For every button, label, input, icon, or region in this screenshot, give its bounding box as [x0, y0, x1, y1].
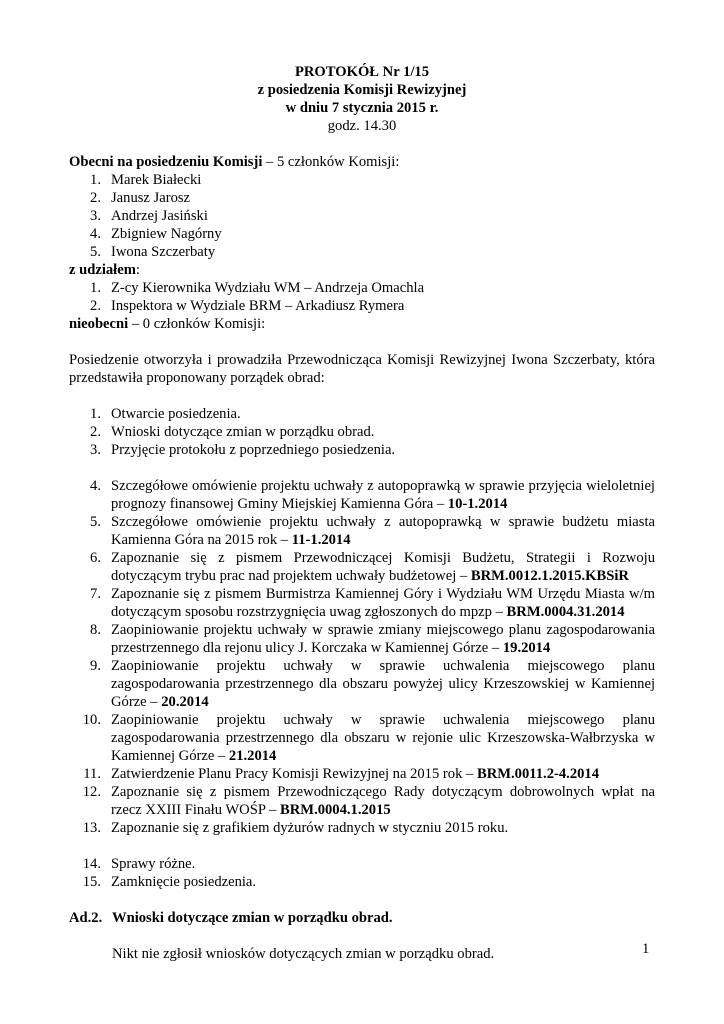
list-number: 1. [90, 280, 101, 296]
member-item [69, 207, 655, 225]
ad2-text: Nikt nie zgłosił wniosków dotyczących zmian w porządku obrad. [112, 946, 495, 962]
agenda-item [69, 441, 655, 459]
list-text: Przyjęcie protokołu z poprzedniego posiedzenia. [111, 442, 396, 458]
page-number: 1 [642, 941, 650, 957]
list-text: Zapoznanie się z pismem Przewodniczącej Komisji Budżetu, Strategii i Rozwoju dotyczącym trybu prac nad projektem uchwały budżetowej – [111, 550, 655, 584]
meeting-time: godz. 14.30 [327, 118, 397, 134]
list-number: 4. [90, 226, 101, 242]
member-item [69, 225, 655, 243]
agenda-item [69, 855, 655, 873]
list-text: Janusz Jarosz [111, 190, 191, 206]
list-text: Wnioski dotyczące zmian w porządku obrad. [111, 424, 375, 440]
list-text: Zapoznanie się z pismem Przewodniczącego Rady dotyczącym dobrowolnych wpłat na rzecz XXIII Finału WOŚP – [111, 784, 655, 818]
agenda-item [69, 657, 655, 711]
list-number: 11. [83, 766, 101, 782]
list-number: 2. [90, 424, 101, 440]
document-subtitle: z posiedzenia Komisji Rewizyjnej [257, 82, 467, 98]
list-number: 7. [90, 586, 101, 602]
list-text: Z-cy Kierownika Wydziału WM – Andrzeja Omachla [111, 280, 425, 296]
document-reference: BRM.0004.1.2015 [280, 802, 391, 818]
document-reference: BRM.0004.31.2014 [506, 604, 625, 620]
absent-text: – 0 członków Komisji: [128, 316, 266, 332]
guests-colon: : [135, 262, 140, 278]
agenda-item [69, 405, 655, 423]
guest-item [69, 297, 655, 315]
list-number: 4. [90, 478, 101, 494]
list-text: Andrzej Jasiński [111, 208, 208, 224]
members-list [69, 171, 655, 261]
list-number: 2. [90, 298, 101, 314]
agenda-item [69, 477, 655, 513]
list-text: Zaopiniowanie projektu uchwały w sprawie uchwalenia miejscowego planu zagospodarowania przestrzennego dla obszaru w rejonie ulic Krzeszowska-Wałbrzyska w Kamiennej Górze – [111, 712, 655, 764]
guest-item [69, 279, 655, 297]
document-reference: 11-1.2014 [291, 532, 351, 548]
list-number: 1. [90, 406, 101, 422]
list-number: 6. [90, 550, 101, 566]
list-text: Zatwierdzenie Planu Pracy Komisji Rewizyjnej na 2015 rok – [111, 766, 477, 782]
list-text: Zaopiniowanie projektu uchwały w sprawie uchwalenia miejscowego planu zagospodarowania przestrzennego dla obszaru powyżej ulicy Krzeszowskiej w Kamiennej Górze – [111, 658, 655, 710]
agenda-item [69, 711, 655, 765]
list-number: 13. [82, 820, 101, 836]
document-reference: BRM.0011.2-4.2014 [476, 766, 600, 782]
list-text: Marek Białecki [111, 172, 202, 188]
list-text: Sprawy różne. [111, 856, 196, 872]
list-number: 2. [90, 190, 101, 206]
list-number: 12. [82, 784, 101, 800]
member-item [69, 243, 655, 261]
present-line [69, 153, 655, 171]
guests-label: z udziałem [69, 262, 136, 278]
list-number: 5. [90, 514, 101, 530]
member-item [69, 189, 655, 207]
agenda-item [69, 585, 655, 621]
intro-paragraph: Posiedzenie otworzyła i prowadziła Przewodnicząca Komisji Rewizyjnej Iwona Szczerbaty, która przedstawiła proponowany porządek obrad: [69, 352, 655, 386]
guests-list [69, 279, 655, 315]
document-reference: 10-1.2014 [447, 496, 508, 512]
agenda-list-opening [69, 405, 655, 459]
guests-line [69, 261, 655, 279]
list-number: 3. [90, 442, 101, 458]
agenda-list-closing [69, 855, 655, 891]
list-text: Zaopiniowanie projektu uchwały w sprawie zmiany miejscowego planu zagospodarowania przestrzennego dla rejonu ulicy J. Korczaka w Kamiennej Górze – [111, 622, 655, 656]
list-number: 10. [82, 712, 101, 728]
list-text: Szczegółowe omówienie projektu uchwały z autopoprawką w sprawie budżetu miasta Kamienna Góra na 2015 rok – [111, 514, 655, 548]
agenda-list-main [69, 477, 655, 837]
document-reference: 21.2014 [228, 748, 277, 764]
agenda-item [69, 819, 655, 837]
agenda-item [69, 783, 655, 819]
agenda-item [69, 765, 655, 783]
present-label: Obecni na posiedzeniu Komisji [69, 154, 263, 170]
list-number: 14. [82, 856, 101, 872]
list-text: Zapoznanie się z pismem Burmistrza Kamiennej Góry i Wydziału WM Urzędu Miasta w/m dotyczącym sposobu rozstrzygnięcia uwag zgłoszonych do mpzp – [111, 586, 655, 620]
document-reference: BRM.0012.1.2015.KBSiR [470, 568, 629, 584]
ad2-title: Wnioski dotyczące zmian w porządku obrad. [112, 910, 393, 926]
agenda-item [69, 873, 655, 891]
list-text: Inspektora w Wydziale BRM – Arkadiusz Rymera [111, 298, 405, 314]
list-number: 15. [82, 874, 101, 890]
list-number: 9. [90, 658, 101, 674]
list-number: 1. [90, 172, 101, 188]
present-count: – 5 członków Komisji: [262, 154, 400, 170]
document-title: PROTOKÓŁ Nr 1/15 [294, 64, 430, 80]
list-number: 3. [90, 208, 101, 224]
list-number: 5. [90, 244, 101, 260]
absent-line [69, 315, 655, 333]
ad2-heading [69, 909, 655, 927]
list-number: 8. [90, 622, 101, 638]
document-page [69, 63, 655, 963]
ad2-label: Ad.2. [69, 910, 103, 926]
agenda-item [69, 423, 655, 441]
document-reference: 19.2014 [502, 640, 551, 656]
list-text: Iwona Szczerbaty [111, 244, 216, 260]
list-text: Zamknięcie posiedzenia. [111, 874, 257, 890]
member-item [69, 171, 655, 189]
list-text: Otwarcie posiedzenia. [111, 406, 241, 422]
list-text: Szczegółowe omówienie projektu uchwały z autopoprawką w sprawie przyjęcia wieloletniej prognozy finansowej Gminy Miejskiej Kamienna Góra – [111, 478, 655, 512]
agenda-item [69, 513, 655, 549]
list-text: Zbigniew Nagórny [111, 226, 222, 242]
absent-label: nieobecni [69, 316, 129, 332]
document-reference: 20.2014 [161, 694, 209, 710]
agenda-item [69, 549, 655, 585]
list-text: Zapoznanie się z grafikiem dyżurów radnych w styczniu 2015 roku. [111, 820, 509, 836]
agenda-item [69, 621, 655, 657]
meeting-date: w dniu 7 stycznia 2015 r. [285, 100, 439, 116]
